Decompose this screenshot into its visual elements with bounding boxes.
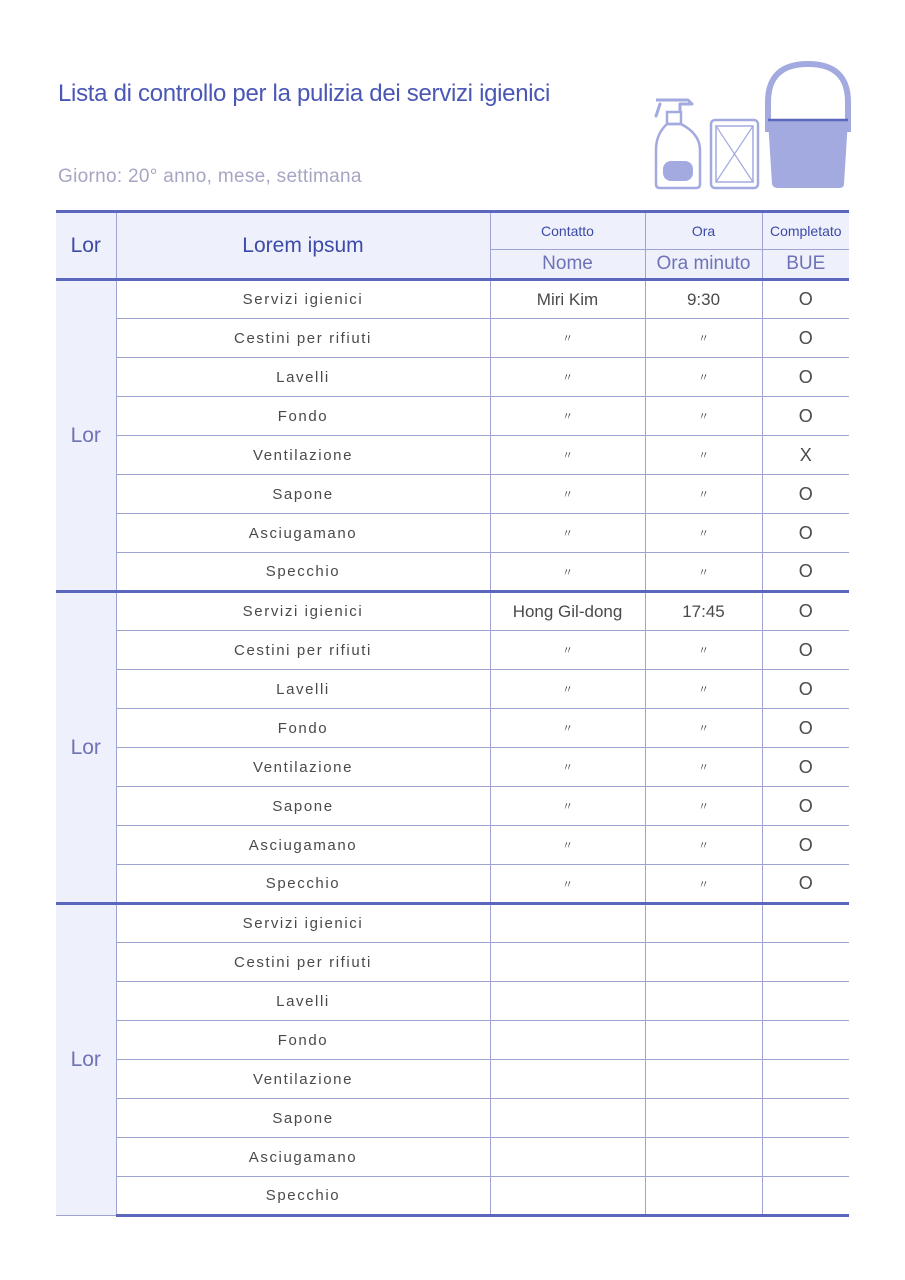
- completed-cell: [762, 943, 849, 982]
- header-item: Lorem ipsum: [116, 212, 490, 280]
- cleaning-item: Servizi igienici: [116, 904, 490, 943]
- contact-cell: 〃: [490, 553, 645, 592]
- time-cell: 〃: [645, 787, 762, 826]
- table-row: [56, 1138, 849, 1177]
- completed-cell: [762, 1177, 849, 1216]
- table-row: [56, 865, 849, 904]
- contact-cell: [490, 1021, 645, 1060]
- completed-cell: [762, 982, 849, 1021]
- cleaning-item: Cestini per rifiuti: [116, 943, 490, 982]
- contact-cell: [490, 1138, 645, 1177]
- contact-cell: 〃: [490, 865, 645, 904]
- completed-cell: O: [762, 592, 849, 631]
- table-row: [56, 670, 849, 709]
- contact-cell: 〃: [490, 319, 645, 358]
- time-cell: 〃: [645, 397, 762, 436]
- completed-cell: O: [762, 787, 849, 826]
- completed-cell: O: [762, 670, 849, 709]
- table-row: [56, 397, 849, 436]
- contact-cell: [490, 943, 645, 982]
- completed-cell: O: [762, 709, 849, 748]
- contact-cell: [490, 904, 645, 943]
- table-row: [56, 319, 849, 358]
- completed-cell: O: [762, 631, 849, 670]
- cleaning-item: Ventilazione: [116, 436, 490, 475]
- cleaning-item: Asciugamano: [116, 1138, 490, 1177]
- completed-cell: O: [762, 514, 849, 553]
- time-cell: 〃: [645, 358, 762, 397]
- table-row: [56, 436, 849, 475]
- group-label: Lor: [56, 904, 116, 1216]
- page-title: Lista di controllo per la pulizia dei servizi igienici: [58, 80, 551, 107]
- contact-cell: [490, 1177, 645, 1216]
- contact-cell: [490, 982, 645, 1021]
- time-cell: 〃: [645, 748, 762, 787]
- contact-cell: 〃: [490, 397, 645, 436]
- contact-cell: Hong Gil-dong: [490, 592, 645, 631]
- table-row: [56, 592, 849, 631]
- completed-cell: [762, 1021, 849, 1060]
- cleaning-item: Fondo: [116, 1021, 490, 1060]
- cleaning-item: Specchio: [116, 865, 490, 904]
- cleaning-supplies-illustration: [640, 60, 855, 195]
- completed-cell: O: [762, 553, 849, 592]
- cleaning-item: Fondo: [116, 709, 490, 748]
- completed-cell: O: [762, 397, 849, 436]
- time-cell: [645, 1177, 762, 1216]
- completed-cell: [762, 1099, 849, 1138]
- header-area: Lor: [56, 212, 116, 280]
- cleaning-item: Lavelli: [116, 670, 490, 709]
- table-row: [56, 1099, 849, 1138]
- time-cell: 〃: [645, 631, 762, 670]
- header-time-minute: Ora minuto: [645, 250, 762, 280]
- table-row: [56, 709, 849, 748]
- table-row: [56, 553, 849, 592]
- completed-cell: O: [762, 826, 849, 865]
- completed-cell: O: [762, 475, 849, 514]
- completed-cell: [762, 1138, 849, 1177]
- table-row: [56, 475, 849, 514]
- cleaning-item: Ventilazione: [116, 1060, 490, 1099]
- cleaning-item: Sapone: [116, 787, 490, 826]
- contact-cell: 〃: [490, 475, 645, 514]
- time-cell: [645, 1099, 762, 1138]
- contact-cell: 〃: [490, 787, 645, 826]
- group-block: [56, 904, 849, 1216]
- table-row: [56, 748, 849, 787]
- completed-cell: X: [762, 436, 849, 475]
- cleaning-item: Fondo: [116, 397, 490, 436]
- group-label: Lor: [56, 592, 116, 904]
- header-completed: Completato: [762, 212, 849, 250]
- cleaning-item: Asciugamano: [116, 826, 490, 865]
- table-row: [56, 943, 849, 982]
- cleaning-item: Specchio: [116, 553, 490, 592]
- cleaning-item: Lavelli: [116, 358, 490, 397]
- completed-cell: O: [762, 748, 849, 787]
- time-cell: 〃: [645, 670, 762, 709]
- time-cell: [645, 982, 762, 1021]
- cleaning-item: Lavelli: [116, 982, 490, 1021]
- table-row: [56, 826, 849, 865]
- contact-cell: [490, 1060, 645, 1099]
- contact-cell: 〃: [490, 709, 645, 748]
- date-line: Giorno: 20° anno, mese, settimana: [58, 166, 362, 187]
- cleaning-item: Servizi igienici: [116, 592, 490, 631]
- contact-cell: 〃: [490, 631, 645, 670]
- contact-cell: 〃: [490, 826, 645, 865]
- cleaning-item: Sapone: [116, 1099, 490, 1138]
- spray-bottle-icon: [656, 100, 700, 188]
- table-row: [56, 904, 849, 943]
- contact-cell: Miri Kim: [490, 280, 645, 319]
- contact-cell: 〃: [490, 748, 645, 787]
- cleaning-item: Asciugamano: [116, 514, 490, 553]
- table-row: [56, 1177, 849, 1216]
- contact-cell: 〃: [490, 670, 645, 709]
- group-block: [56, 592, 849, 904]
- time-cell: 〃: [645, 865, 762, 904]
- cleaning-item: Ventilazione: [116, 748, 490, 787]
- time-cell: 〃: [645, 475, 762, 514]
- time-cell: [645, 904, 762, 943]
- time-cell: 9:30: [645, 280, 762, 319]
- header-contact-name: Nome: [490, 250, 645, 280]
- table-row: [56, 514, 849, 553]
- completed-cell: O: [762, 358, 849, 397]
- table-row: [56, 787, 849, 826]
- time-cell: 〃: [645, 826, 762, 865]
- group-label: Lor: [56, 280, 116, 592]
- group-block: [56, 280, 849, 592]
- cleaning-item: Specchio: [116, 1177, 490, 1216]
- time-cell: [645, 943, 762, 982]
- time-cell: [645, 1138, 762, 1177]
- time-cell: 〃: [645, 319, 762, 358]
- cleaning-item: Sapone: [116, 475, 490, 514]
- checklist-table: [56, 210, 849, 1217]
- header-contact: Contatto: [490, 212, 645, 250]
- cleaning-item: Cestini per rifiuti: [116, 319, 490, 358]
- table-row: [56, 631, 849, 670]
- time-cell: 〃: [645, 709, 762, 748]
- table-row: [56, 280, 849, 319]
- contact-cell: 〃: [490, 514, 645, 553]
- completed-cell: O: [762, 865, 849, 904]
- completed-cell: O: [762, 319, 849, 358]
- contact-cell: [490, 1099, 645, 1138]
- time-cell: 17:45: [645, 592, 762, 631]
- contact-cell: 〃: [490, 436, 645, 475]
- header-completed-mark: BUE: [762, 250, 849, 280]
- time-cell: 〃: [645, 514, 762, 553]
- time-cell: 〃: [645, 436, 762, 475]
- header-time: Ora: [645, 212, 762, 250]
- time-cell: 〃: [645, 553, 762, 592]
- table-row: [56, 1060, 849, 1099]
- time-cell: [645, 1060, 762, 1099]
- contact-cell: 〃: [490, 358, 645, 397]
- table-row: [56, 982, 849, 1021]
- completed-cell: [762, 904, 849, 943]
- towel-icon: [711, 120, 758, 188]
- table-row: [56, 1021, 849, 1060]
- cleaning-item: Cestini per rifiuti: [116, 631, 490, 670]
- table-row: [56, 358, 849, 397]
- bucket-icon: [768, 64, 848, 188]
- completed-cell: [762, 1060, 849, 1099]
- time-cell: [645, 1021, 762, 1060]
- completed-cell: O: [762, 280, 849, 319]
- cleaning-item: Servizi igienici: [116, 280, 490, 319]
